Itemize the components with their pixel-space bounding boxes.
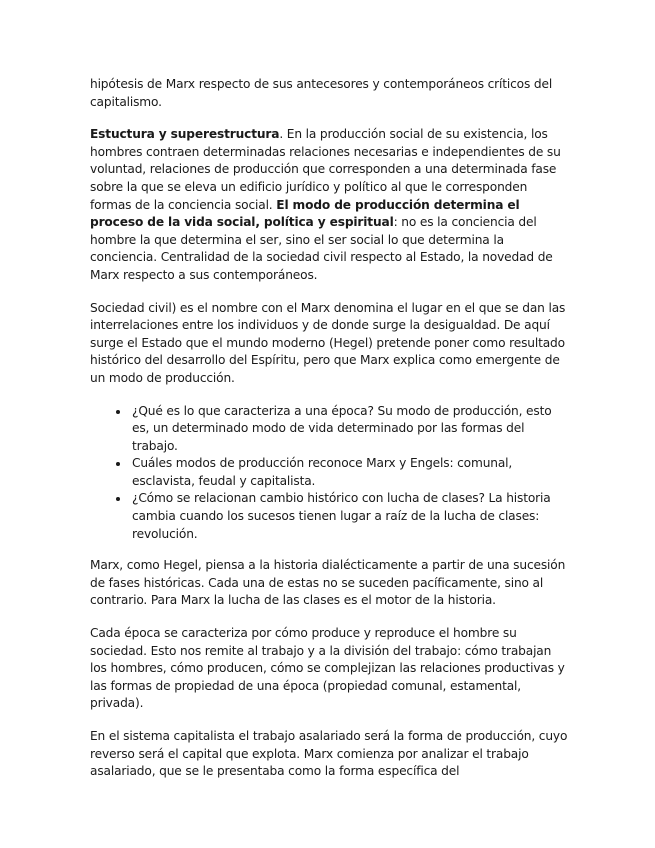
section-heading-structure: Estuctura y superestructura	[90, 127, 280, 142]
paragraph-structure	[90, 126, 568, 284]
paragraph-epoch: Cada época se caracteriza por cómo produce y reproduce el hombre su sociedad. Esto nos remite al trabajo y a la división del trabajo: cómo trabajan los hombres, cómo producen, cómo se complejizan las relaciones productivas y las formas de propiedad de una época (propiedad comunal, estamental, privada).	[90, 626, 565, 711]
list-item: • ¿Cómo se relacionan cambio histórico con lucha de clases? La historia cambia cuando los sucesos tienen lugar a raíz de la lucha de clases: revolución.	[130, 490, 568, 543]
document-page	[90, 76, 568, 796]
paragraph-structure-text-b: : no es la conciencia del hombre la que determina el ser, sino el ser social lo que determina la conciencia. Centralidad de la sociedad civil respecto al Estado, la novedad de Marx respecto a sus contemporáneos.	[90, 215, 553, 282]
paragraph-wage-labor: En el sistema capitalista el trabajo asalariado será la forma de producción, cuyo reverso será el capital que explota. Marx comienza por analizar el trabajo asalariado, que se le presentaba como la forma específica del	[90, 729, 568, 779]
bullet-list	[90, 403, 568, 544]
list-item: • ¿Qué es lo que caracteriza a una época? Su modo de producción, esto es, un determinado modo de vida determinado por las formas del trabajo.	[130, 403, 568, 456]
paragraph-intro: hipótesis de Marx respecto de sus antecesores y contemporáneos críticos del capitalismo.	[90, 77, 553, 109]
paragraph-dialectics: Marx, como Hegel, piensa a la historia dialécticamente a partir de una sucesión de fases históricas. Cada una de estas no se suceden pacíficamente, sino al contrario. Para Marx la lucha de las clases es el motor de la historia.	[90, 558, 566, 608]
paragraph-civil-society: Sociedad civil) es el nombre con el Marx denomina el lugar en el que se dan las interrelaciones entre los individuos y de donde surge la desigualdad. De aquí surge el Estado que el mundo moderno (Hegel) pretende poner como resultado histórico del desarrollo del Espíritu, pero que Marx explica como emergente de un modo de producción.	[90, 300, 566, 385]
list-item: • Cuáles modos de producción reconoce Marx y Engels: comunal, esclavista, feudal y capitalista.	[130, 455, 568, 490]
paragraph-structure-text-a: . En la producción social de su existencia, los hombres contraen determinadas relaciones necesarias e independientes de su voluntad, relaciones de producción que corresponden a una determinada fase sobre la que se eleva un edificio jurídico y político al que le corresponden formas de la conciencia social.	[90, 127, 561, 212]
paragraph-structure-bold: El modo de producción determina el proceso de la vida social, política y espiritual	[90, 197, 520, 230]
